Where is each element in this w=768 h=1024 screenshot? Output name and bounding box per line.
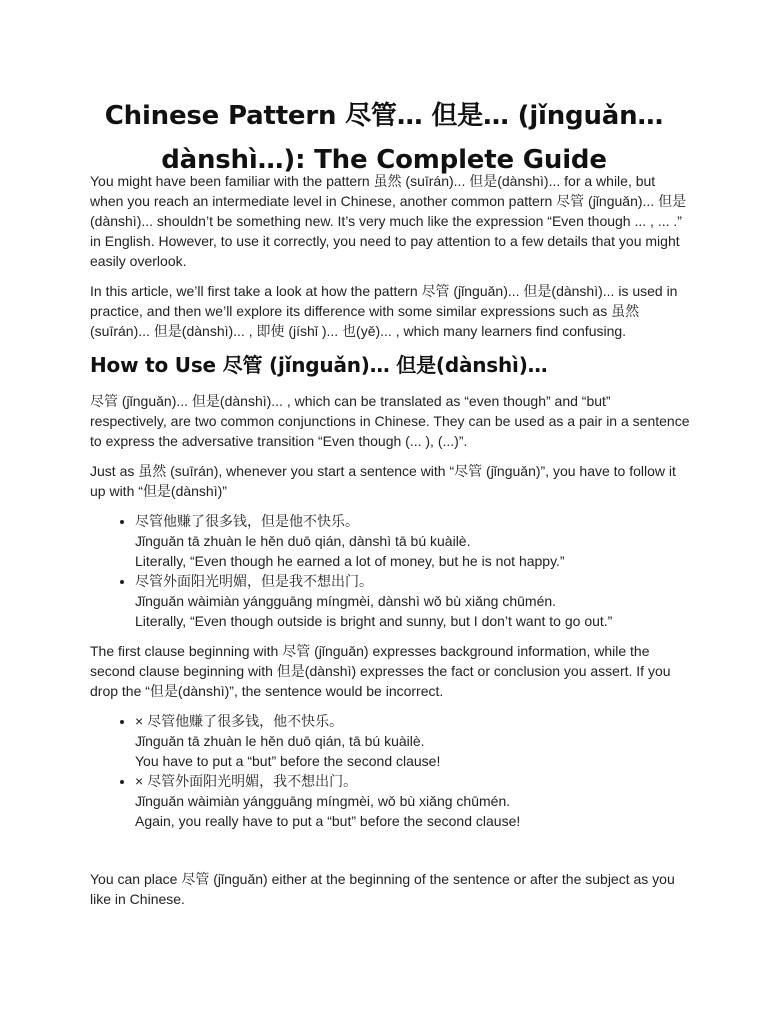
wrong-example-pinyin: Jǐnguǎn tā zhuàn le hěn duō qián, tā bú kuàilè. (135, 733, 425, 749)
example-gloss: Literally, “Even though he earned a lot of money, but he is not happy.” (135, 553, 565, 569)
section-paragraph-2: Just as 虽然 (suīrán), whenever you start a sentence with “尽管 (jǐnguǎn)”, you have to follow it up with “但是(dànshì)” (90, 463, 676, 499)
wrong-example-note: Again, you really have to put a “but” before the second clause! (135, 813, 521, 829)
wrong-example-note: You have to put a “but” before the second clause! (135, 753, 441, 769)
page-title: Chinese Pattern 尽管… 但是… (jǐnguǎn… dànshì…): The Complete Guide (104, 101, 664, 175)
example-hanzi: • 尽管外面阳光明媚，但是我不想出门。 (135, 573, 373, 589)
article-body (90, 171, 690, 919)
example-hanzi: • 尽管他赚了很多钱，但是他不快乐。 (135, 513, 359, 529)
example-pinyin: Jǐnguǎn wàimiàn yángguāng míngmèi, dànshì wǒ bù xiǎng chūmén. (135, 593, 557, 609)
list-item (135, 511, 690, 571)
intro-paragraph-1: You might have been familiar with the pattern 虽然 (suīrán)... 但是(dànshì)... for a while, but when you reach an intermediate level in Chinese, another common pattern 尽管 (jǐnguǎn)... 但是(dànshì)... shouldn’t be something new. It’s very much like the expression “Even though ... , ... .” in English. However, to use it correctly, you need to pay attention to a few details that you might easily overlook. (90, 173, 687, 269)
incorrect-examples-list (90, 711, 690, 831)
section-paragraph-4: You can place 尽管 (jǐnguǎn) either at the beginning of the sentence or after the subject as you like in Chinese. (90, 871, 675, 907)
wrong-example-pinyin: Jǐnguǎn wàimiàn yángguāng míngmèi, wǒ bù xiǎng chūmén. (135, 793, 511, 809)
list-item (135, 771, 690, 831)
section-heading-how-to-use: How to Use 尽管 (jǐnguǎn)… 但是(dànshì)… (90, 353, 548, 377)
example-pinyin: Jǐnguǎn tā zhuàn le hěn duō qián, dànshì tā bú kuàilè. (135, 533, 471, 549)
blank-spacer (90, 841, 690, 869)
intro-paragraph-2: In this article, we’ll first take a look at how the pattern 尽管 (jǐnguǎn)... 但是(dànshì)... is used in practice, and then we’ll explore its difference with some similar expressions such as 虽然 (suīrán)... 但是(dànshì)... , 即使 (jíshǐ )... 也(yě)... , which many learners find confusing. (90, 283, 678, 339)
section-paragraph-1: 尽管 (jǐnguǎn)... 但是(dànshì)... , which can be translated as “even though” and “but” respectively, are two common conjunctions in Chinese. They can be used as a pair in a sentence to express the adversative transition “Even though (... ), (...)”. (90, 393, 690, 449)
section-paragraph-3: The first clause beginning with 尽管 (jǐnguǎn) expresses background information, while the second clause beginning with 但是(dànshì) expresses the fact or conclusion you assert. If you drop the “但是(dànshì)”, the sentence would be incorrect. (90, 643, 671, 699)
wrong-example-hanzi: • × 尽管外面阳光明媚，我不想出门。 (135, 773, 358, 789)
list-item (135, 571, 690, 631)
example-gloss: Literally, “Even though outside is bright and sunny, but I don’t want to go out.” (135, 613, 613, 629)
list-item (135, 711, 690, 771)
correct-examples-list (90, 511, 690, 631)
wrong-example-hanzi: • × 尽管他赚了很多钱，他不快乐。 (135, 713, 344, 729)
